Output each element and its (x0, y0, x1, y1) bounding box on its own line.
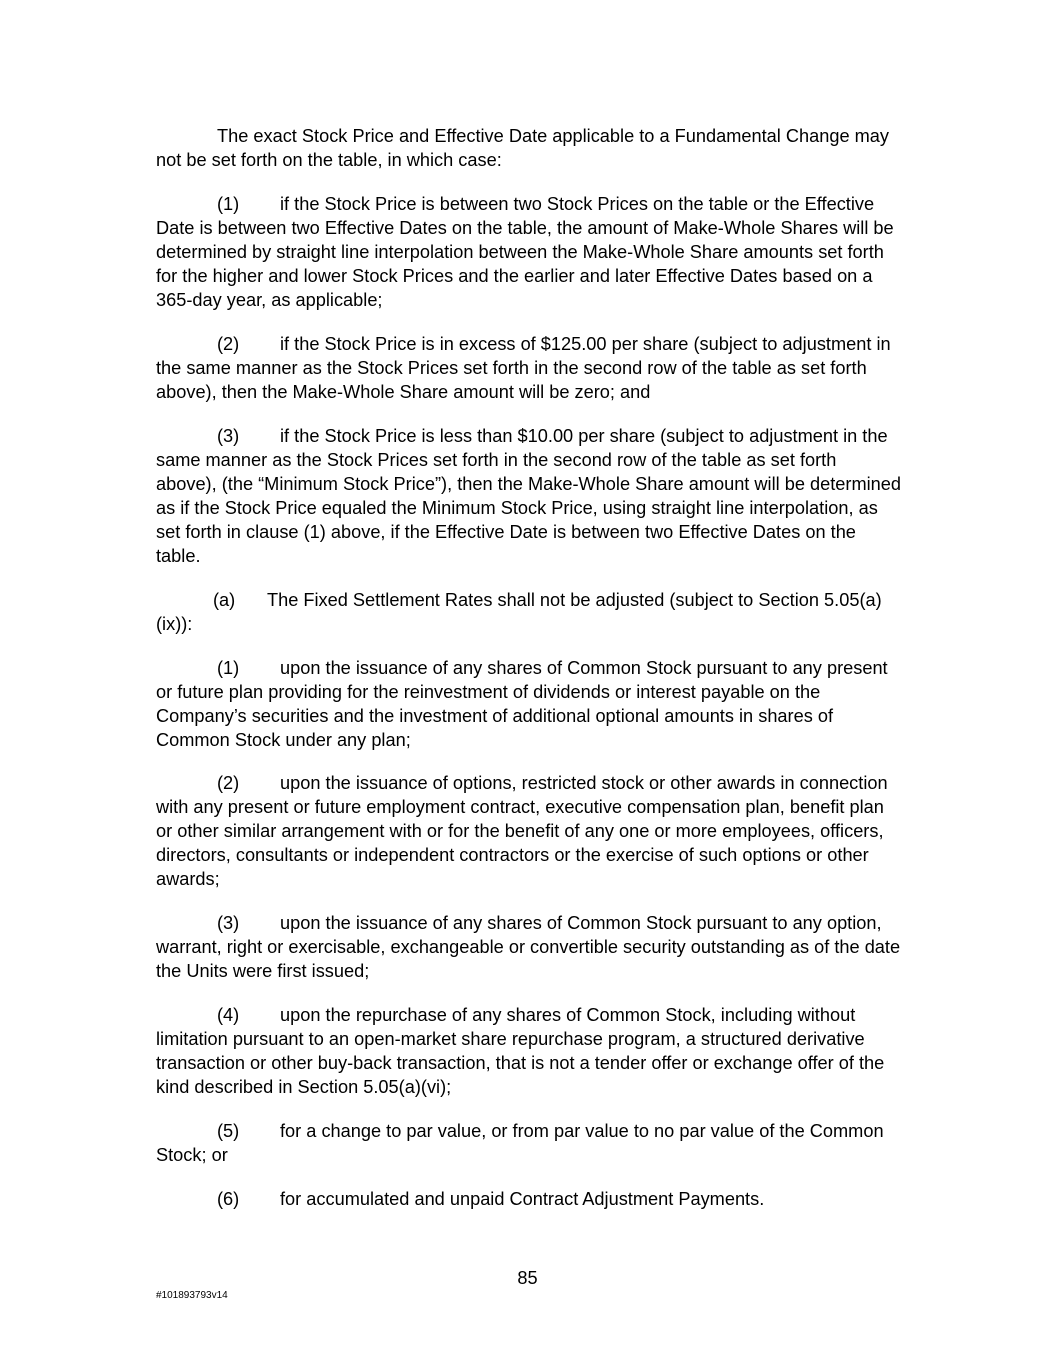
clause-number: (3) (217, 426, 240, 446)
document-id: #101893793v14 (156, 1290, 228, 1301)
defined-term: Minimum Stock Price (264, 474, 435, 494)
subclause-text: upon the repurchase of any shares of Common Stock, including without limitation pursuant to an open-market share repurchase program, a structured derivative transaction or other buy-back transaction, that is not a tender offer or exchange offer of the kind described in Section 5.05(a)(vi); (156, 1005, 885, 1097)
clause-1 (156, 192, 901, 312)
subclause-text: upon the issuance of any shares of Common Stock pursuant to any present or future plan providing for the reinvestment of dividends or interest payable on the Company’s securities and the investment of additional optional amounts in shares of Common Stock under any plan; (156, 658, 888, 750)
clause-text-before: if the Stock Price is less than $10.00 per share (subject to adjustment in the same manner as the Stock Prices set forth in the second row of the table as set forth above), (the “ (156, 426, 888, 494)
section-a (156, 588, 901, 636)
subclause-number: (3) (217, 913, 240, 933)
clause-number: (2) (217, 334, 240, 354)
subclause-5 (156, 1119, 901, 1167)
subclause-text: for a change to par value, or from par value to no par value of the Common Stock; or (156, 1121, 884, 1165)
subclause-number: (5) (217, 1121, 240, 1141)
subclause-4 (156, 1003, 901, 1099)
subclause-2 (156, 771, 901, 891)
clause-text-after: ”), then the Make-Whole Share amount will be determined as if the Stock Price equaled the Minimum Stock Price, using straight line interpolation, as set forth in clause (1) above, if the Effective Date is between two Effective Dates on the table. (156, 474, 901, 566)
clause-3 (156, 424, 901, 568)
page-number: 85 (517, 1268, 538, 1288)
clause-number: (1) (217, 194, 240, 214)
section-text: The Fixed Settlement Rates shall not be adjusted (subject to Section 5.05(a)(ix)): (156, 590, 882, 634)
clause-text: if the Stock Price is in excess of $125.00 per share (subject to adjustment in the same manner as the Stock Prices set forth in the second row of the table as set forth above), then the Make-Whole Share amount will be zero; and (156, 334, 891, 402)
subclause-number: (1) (217, 658, 240, 678)
intro-paragraph (156, 124, 901, 172)
subclause-number: (2) (217, 773, 240, 793)
subclause-number: (6) (217, 1189, 240, 1209)
subclause-number: (4) (217, 1005, 240, 1025)
clause-2 (156, 332, 901, 404)
subclause-text: for accumulated and unpaid Contract Adjustment Payments. (280, 1189, 765, 1209)
subclause-1 (156, 656, 901, 752)
subclause-6 (156, 1187, 901, 1211)
section-number: (a) (213, 590, 236, 610)
intro-text: The exact Stock Price and Effective Date applicable to a Fundamental Change may not be set forth on the table, in which case: (156, 126, 889, 170)
clause-text: if the Stock Price is between two Stock Prices on the table or the Effective Date is between two Effective Dates on the table, the amount of Make-Whole Shares will be determined by straight line interpolation between the Make-Whole Share amounts set forth for the higher and lower Stock Prices and the earlier and later Effective Dates based on a 365-day year, as applicable; (156, 194, 894, 310)
subclause-3 (156, 911, 901, 983)
subclause-text: upon the issuance of any shares of Common Stock pursuant to any option, warrant, right or exercisable, exchangeable or convertible security outstanding as of the date the Units were first issued; (156, 913, 901, 981)
subclause-text: upon the issuance of options, restricted stock or other awards in connection with any present or future employment contract, executive compensation plan, benefit plan or other similar arrangement with or for the benefit of any one or more employees, officers, directors, consultants or independent contractors or the exercise of such options or other awards; (156, 773, 888, 889)
